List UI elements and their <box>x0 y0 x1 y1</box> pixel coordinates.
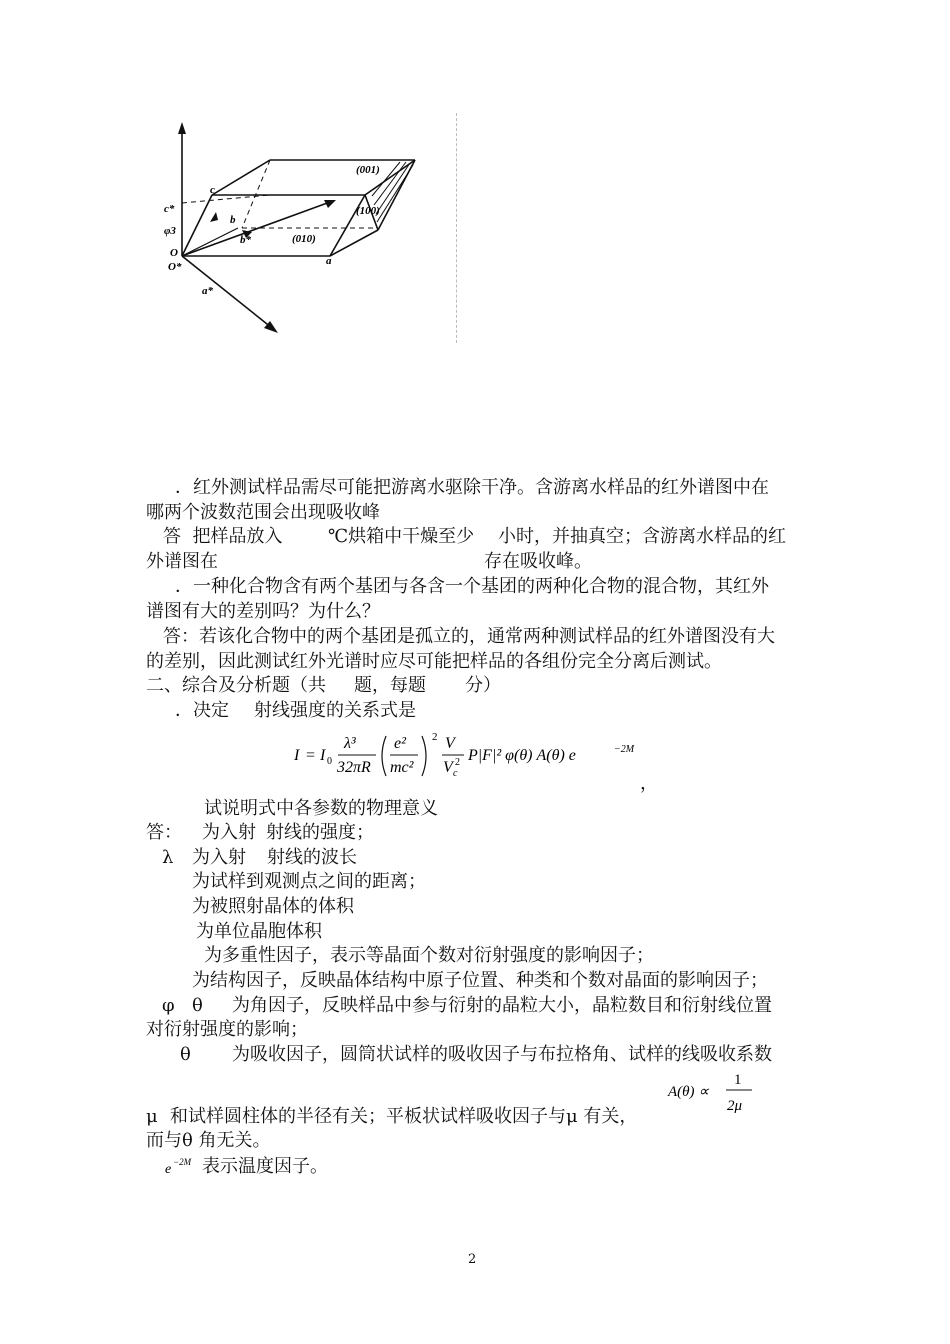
origin-label: O <box>170 247 178 259</box>
section-heading: 题，每题 <box>354 675 426 696</box>
text-line: 为试样到观测点之间的距离； <box>192 871 426 892</box>
formula-32piR: 32πR <box>337 759 371 776</box>
formula-sub0: 0 <box>327 756 332 767</box>
text-line: 答 把样品放入 <box>163 526 283 547</box>
axis-label-c-star: c* <box>164 203 175 215</box>
axis-label-b: b <box>230 214 236 226</box>
absorption-formula <box>664 1068 774 1118</box>
text-line: ℃烘箱中干燥至少 <box>328 526 475 547</box>
axis-label-a: a <box>326 255 332 267</box>
text-line: 射线的强度； <box>266 822 374 843</box>
formula-lambda3: λ³ <box>344 735 356 752</box>
text-line: μ <box>146 1106 158 1127</box>
formula-I0: I <box>320 747 326 764</box>
formula-temp-base: e <box>165 1162 172 1177</box>
formula-e2: e² <box>394 735 406 752</box>
formula-c-pow: 2 <box>455 757 460 768</box>
formula-tail: P|F|² φ(θ) A(θ) e <box>468 747 576 764</box>
text-line: 的差别，因此测试红外光谱时应尽可能把样品的各组份完全分离后测试。 <box>146 651 722 672</box>
face-label-100: (100) <box>356 205 380 217</box>
formula-c-sub: c <box>453 768 458 779</box>
axis-label-a-star: a* <box>202 285 213 297</box>
axis-label-b-star: b* <box>240 234 251 246</box>
formula-exp: −2M <box>614 744 635 755</box>
column-divider <box>456 113 457 343</box>
text-line: 和试样圆柱体的半径有关；平板状试样吸收因子与μ 有关， <box>170 1106 638 1127</box>
formula-temp-exp: −2M <box>173 1157 192 1167</box>
crystal-lattice-diagram <box>160 110 460 345</box>
text-line: 外谱图在 <box>146 551 218 572</box>
text-line: 为被照射晶体的体积 <box>192 896 354 917</box>
text-line: 小时，并抽真空；含游离水样品的红 <box>498 526 786 547</box>
formula-Vc: V <box>443 759 453 776</box>
text-line: θ <box>192 995 203 1016</box>
text-line: ．一种化合物含有两个基团与各含一个基团的两种化合物的混合物，其红外 <box>175 576 769 597</box>
text-line: ．决定 <box>175 700 229 721</box>
text-line: 为入射 <box>192 847 246 868</box>
text-line: 为多重性因子，表示等晶面个数对衍射强度的影响因子； <box>204 945 654 966</box>
text-line: 为吸收因子，圆筒状试样的吸收因子与布拉格角、试样的线吸收系数 <box>232 1044 772 1065</box>
origin-star-label: O* <box>168 261 182 273</box>
text-line: 答：若该化合物中的两个基团是孤立的，通常两种测试样品的红外谱图没有大 <box>163 626 775 647</box>
formula-mc2: mc² <box>390 759 414 776</box>
text-line: φ <box>162 995 175 1016</box>
formula-abs-num: 1 <box>734 1072 742 1088</box>
text-line: 为结构因子，反映晶体结构中原子位置、种类和个数对晶面的影响因子； <box>192 970 768 991</box>
text-line: ．红外测试样品需尽可能把游离水驱除干净。含游离水样品的红外谱图中在 <box>175 477 769 498</box>
angle-label-phi3: φ3 <box>164 225 176 237</box>
text-line: 哪两个波数范围会出现吸收峰 <box>146 502 380 523</box>
text-line: 存在吸收峰。 <box>484 551 592 572</box>
page-number: 2 <box>468 1252 477 1267</box>
formula-equals: = <box>306 747 316 764</box>
text-line: λ <box>162 847 174 868</box>
text-line: 对衍射强度的影响； <box>146 1019 308 1040</box>
formula-V: V <box>445 735 455 752</box>
text-line: 答： <box>146 822 182 843</box>
formula-abs-lhs: A(θ) ∝ <box>668 1084 709 1100</box>
section-heading: 分） <box>465 675 501 696</box>
face-label-001: (001) <box>356 164 380 176</box>
text-line: 表示温度因子。 <box>202 1156 328 1177</box>
text-line: 谱图有大的差别吗？为什么？ <box>146 601 380 622</box>
text-line: 射线的波长 <box>267 847 357 868</box>
temperature-factor-formula <box>163 1155 203 1177</box>
text-line: 为角因子，反映样品中参与衍射的晶粒大小，晶粒数目和衍射线位置 <box>232 995 772 1016</box>
text-line: 为入射 <box>202 822 256 843</box>
text-line: 射线强度的关系式是 <box>254 700 416 721</box>
formula-I: I <box>294 747 300 764</box>
formula-pow2: 2 <box>432 731 438 743</box>
formula-abs-den: 2μ <box>727 1098 743 1114</box>
text-line: 而与θ 角无关。 <box>146 1130 271 1151</box>
axis-label-c: c <box>210 184 215 196</box>
face-label-010: (010) <box>292 233 316 245</box>
text-line: 为单位晶胞体积 <box>196 921 322 942</box>
section-heading: 二、综合及分析题（共 <box>146 675 326 696</box>
text-line: ， <box>640 773 658 794</box>
text-line: 试说明式中各参数的物理意义 <box>204 798 438 819</box>
text-line: θ <box>180 1044 191 1065</box>
intensity-formula <box>294 726 654 786</box>
